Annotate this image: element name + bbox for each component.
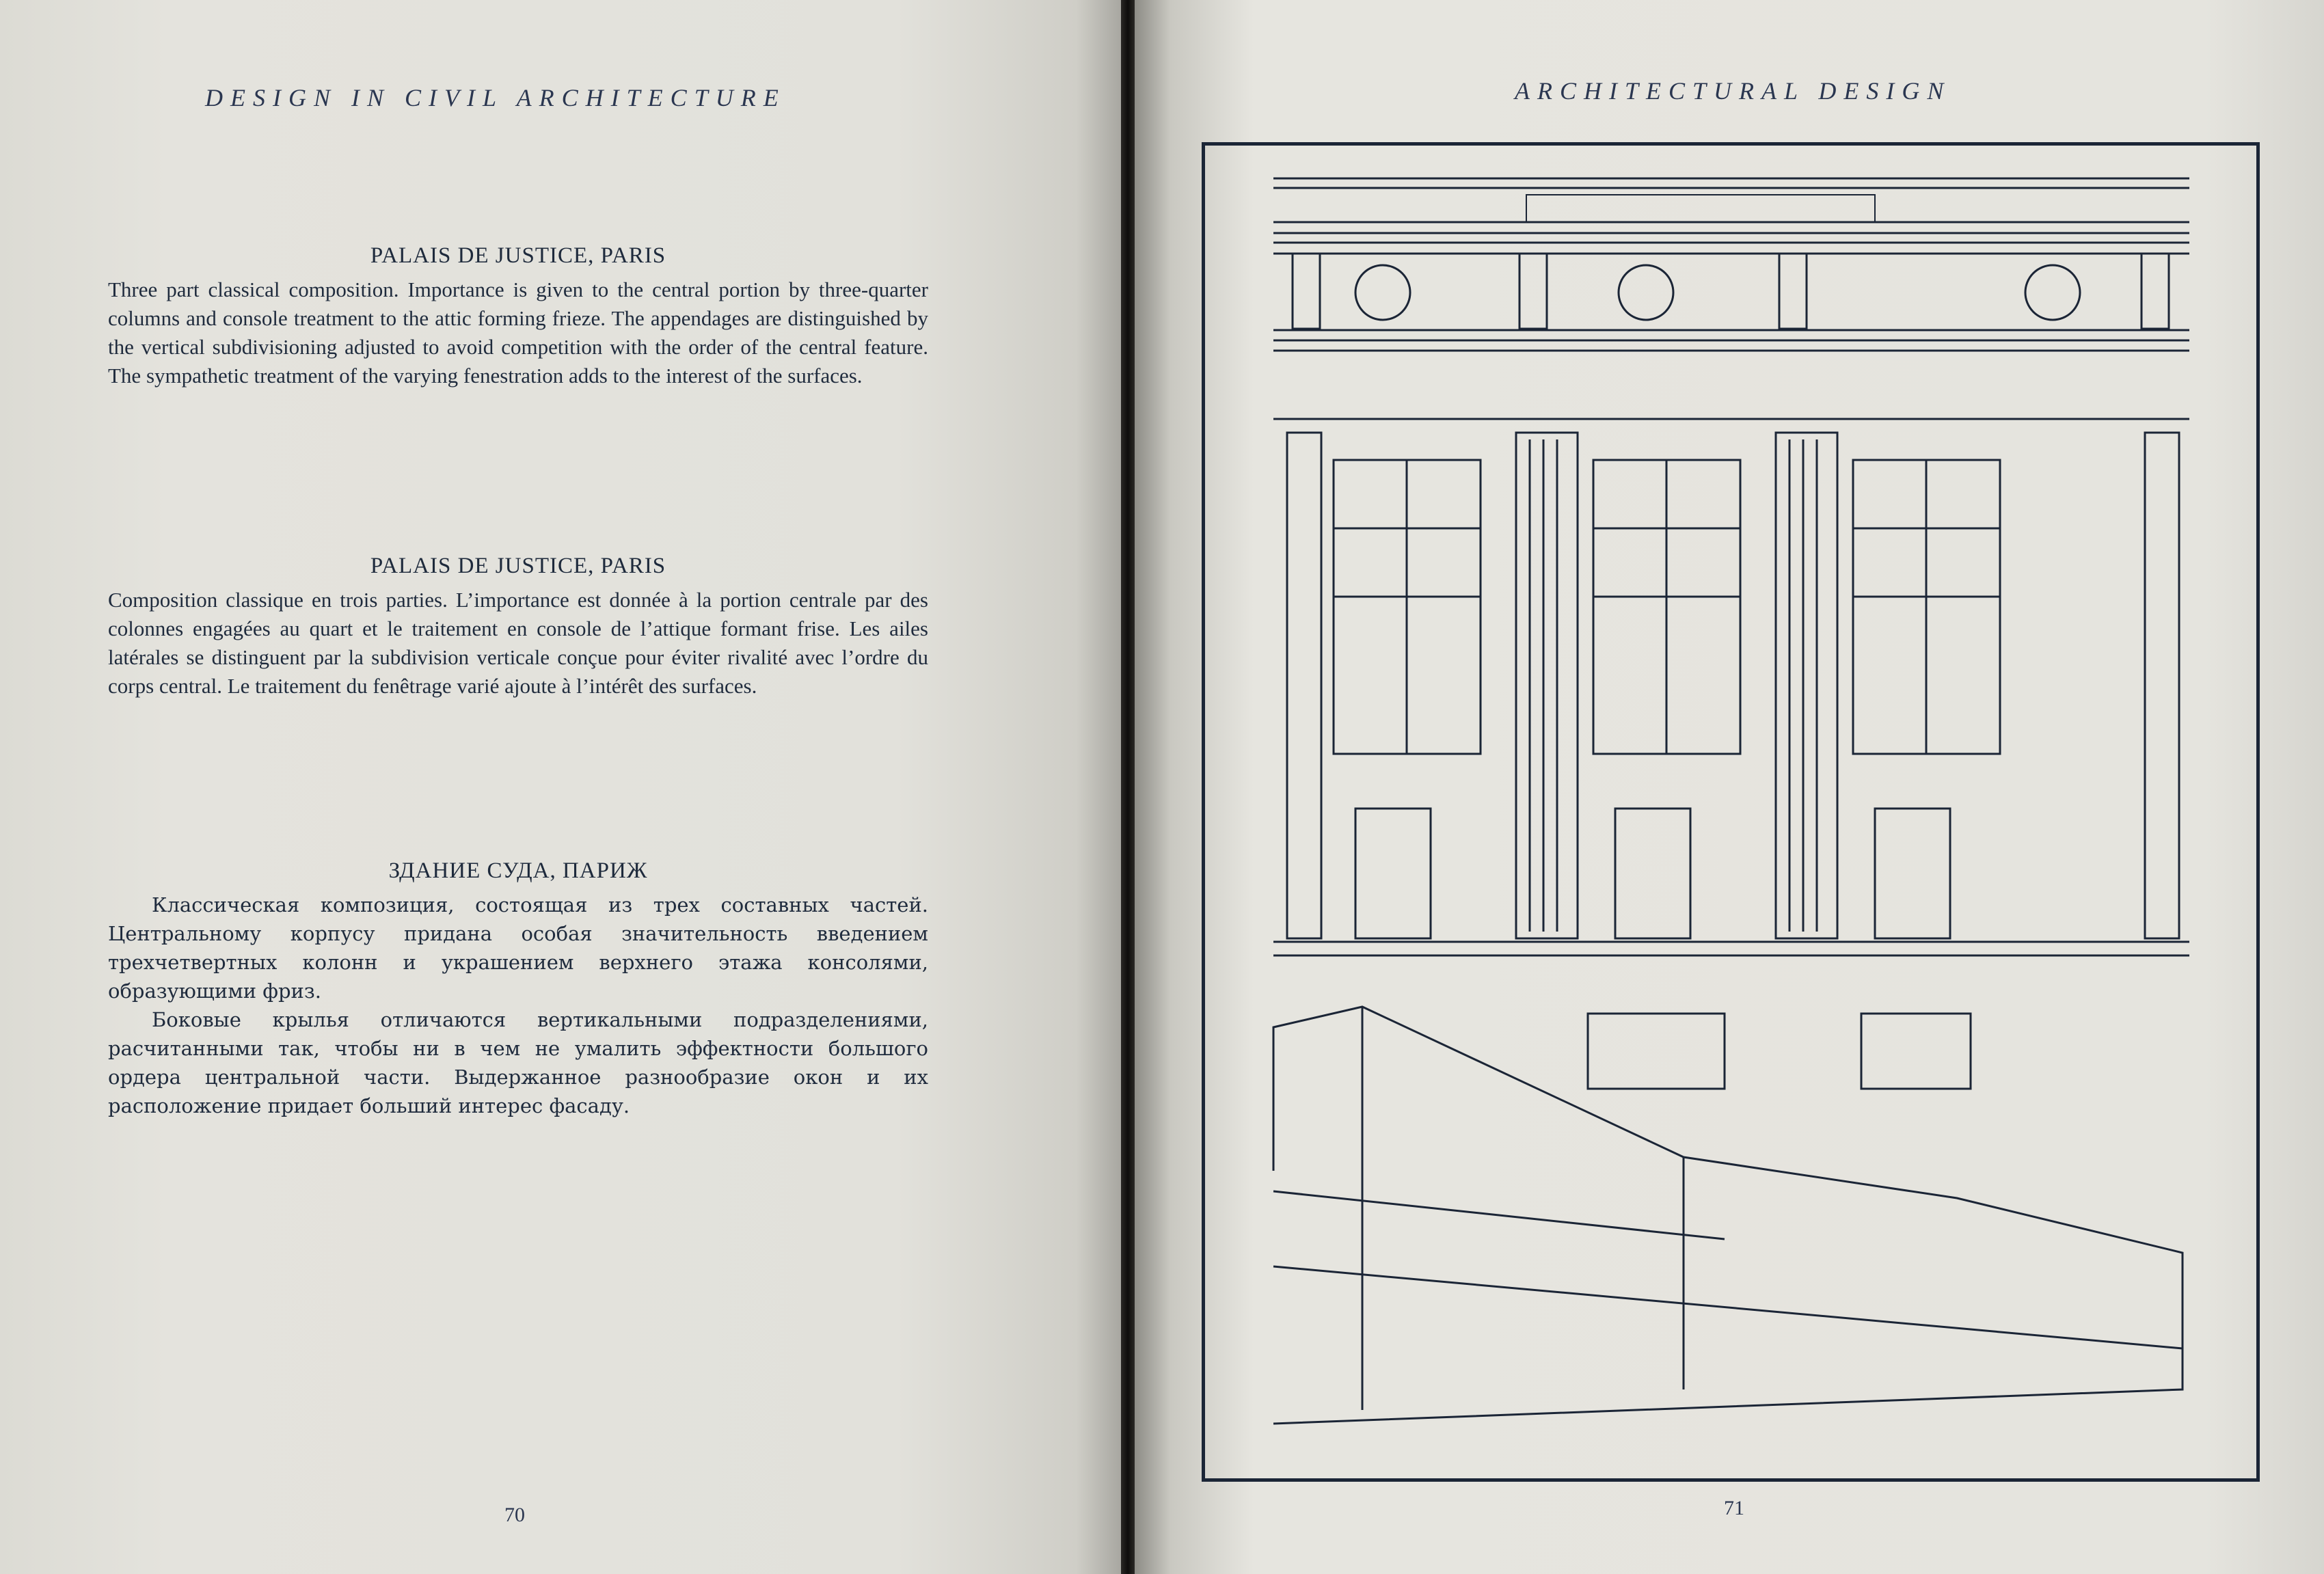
left-page [0, 0, 1121, 1574]
page-number-right: 71 [1724, 1497, 1744, 1519]
right-page [1135, 0, 2324, 1574]
page-number-left: 70 [504, 1504, 525, 1526]
facade-elevation-drawing-icon [1205, 146, 2256, 1478]
russian-title: ЗДАНИЕ СУДА, ПАРИЖ [388, 858, 648, 883]
french-title: PALAIS DE JUSTICE, PARIS [370, 554, 666, 578]
russian-paragraph-2: Боковые крылья отличаются вертикальными подразделениями, расчитанными так, чтобы ни в чем не умалить эффектности большого ордера центральной части. Выдержанное разнообразие окон и их расположение придает больший интерес фасаду. [108, 1008, 928, 1117]
english-title: PALAIS DE JUSTICE, PARIS [370, 243, 666, 268]
french-section [108, 554, 928, 701]
running-head-left: DESIGN IN CIVIL ARCHITECTURE [205, 84, 786, 111]
french-body: Composition classique en trois parties. L’importance est donnée à la portion centrale par des colonnes engagées au quart et le traitement en console de l’attique formant frise. Les ailes latérales se distinguent par la subdivision verticale conçue pour éviter rivalité avec l’ordre du corps central. Le traitement du fenêtrage varié ajoute à l’intérêt des surfaces. [108, 588, 928, 698]
english-body: Three part classical composition. Importance is given to the central portion by three-quarter columns and console treatment to the attic forming frieze. The appendages are distinguished by the vertical subdivisioning adjusted to avoid competition with the order of the central feature. The sympathetic treatment of the varying fenestration adds to the interest of the surfaces. [108, 277, 928, 388]
russian-paragraph-1: Классическая композиция, состоящая из трех составных частей. Центральному корпусу придана особая значительность введением трехчетвертных колонн и украшением верхнего этажа консолями, образующими фриз. [108, 893, 928, 1003]
russian-section [108, 858, 928, 1120]
illustration-plate [1202, 142, 2260, 1482]
book-gutter [1121, 0, 1135, 1574]
english-section [108, 243, 928, 390]
running-head-right: ARCHITECTURAL DESIGN [1515, 77, 1951, 105]
